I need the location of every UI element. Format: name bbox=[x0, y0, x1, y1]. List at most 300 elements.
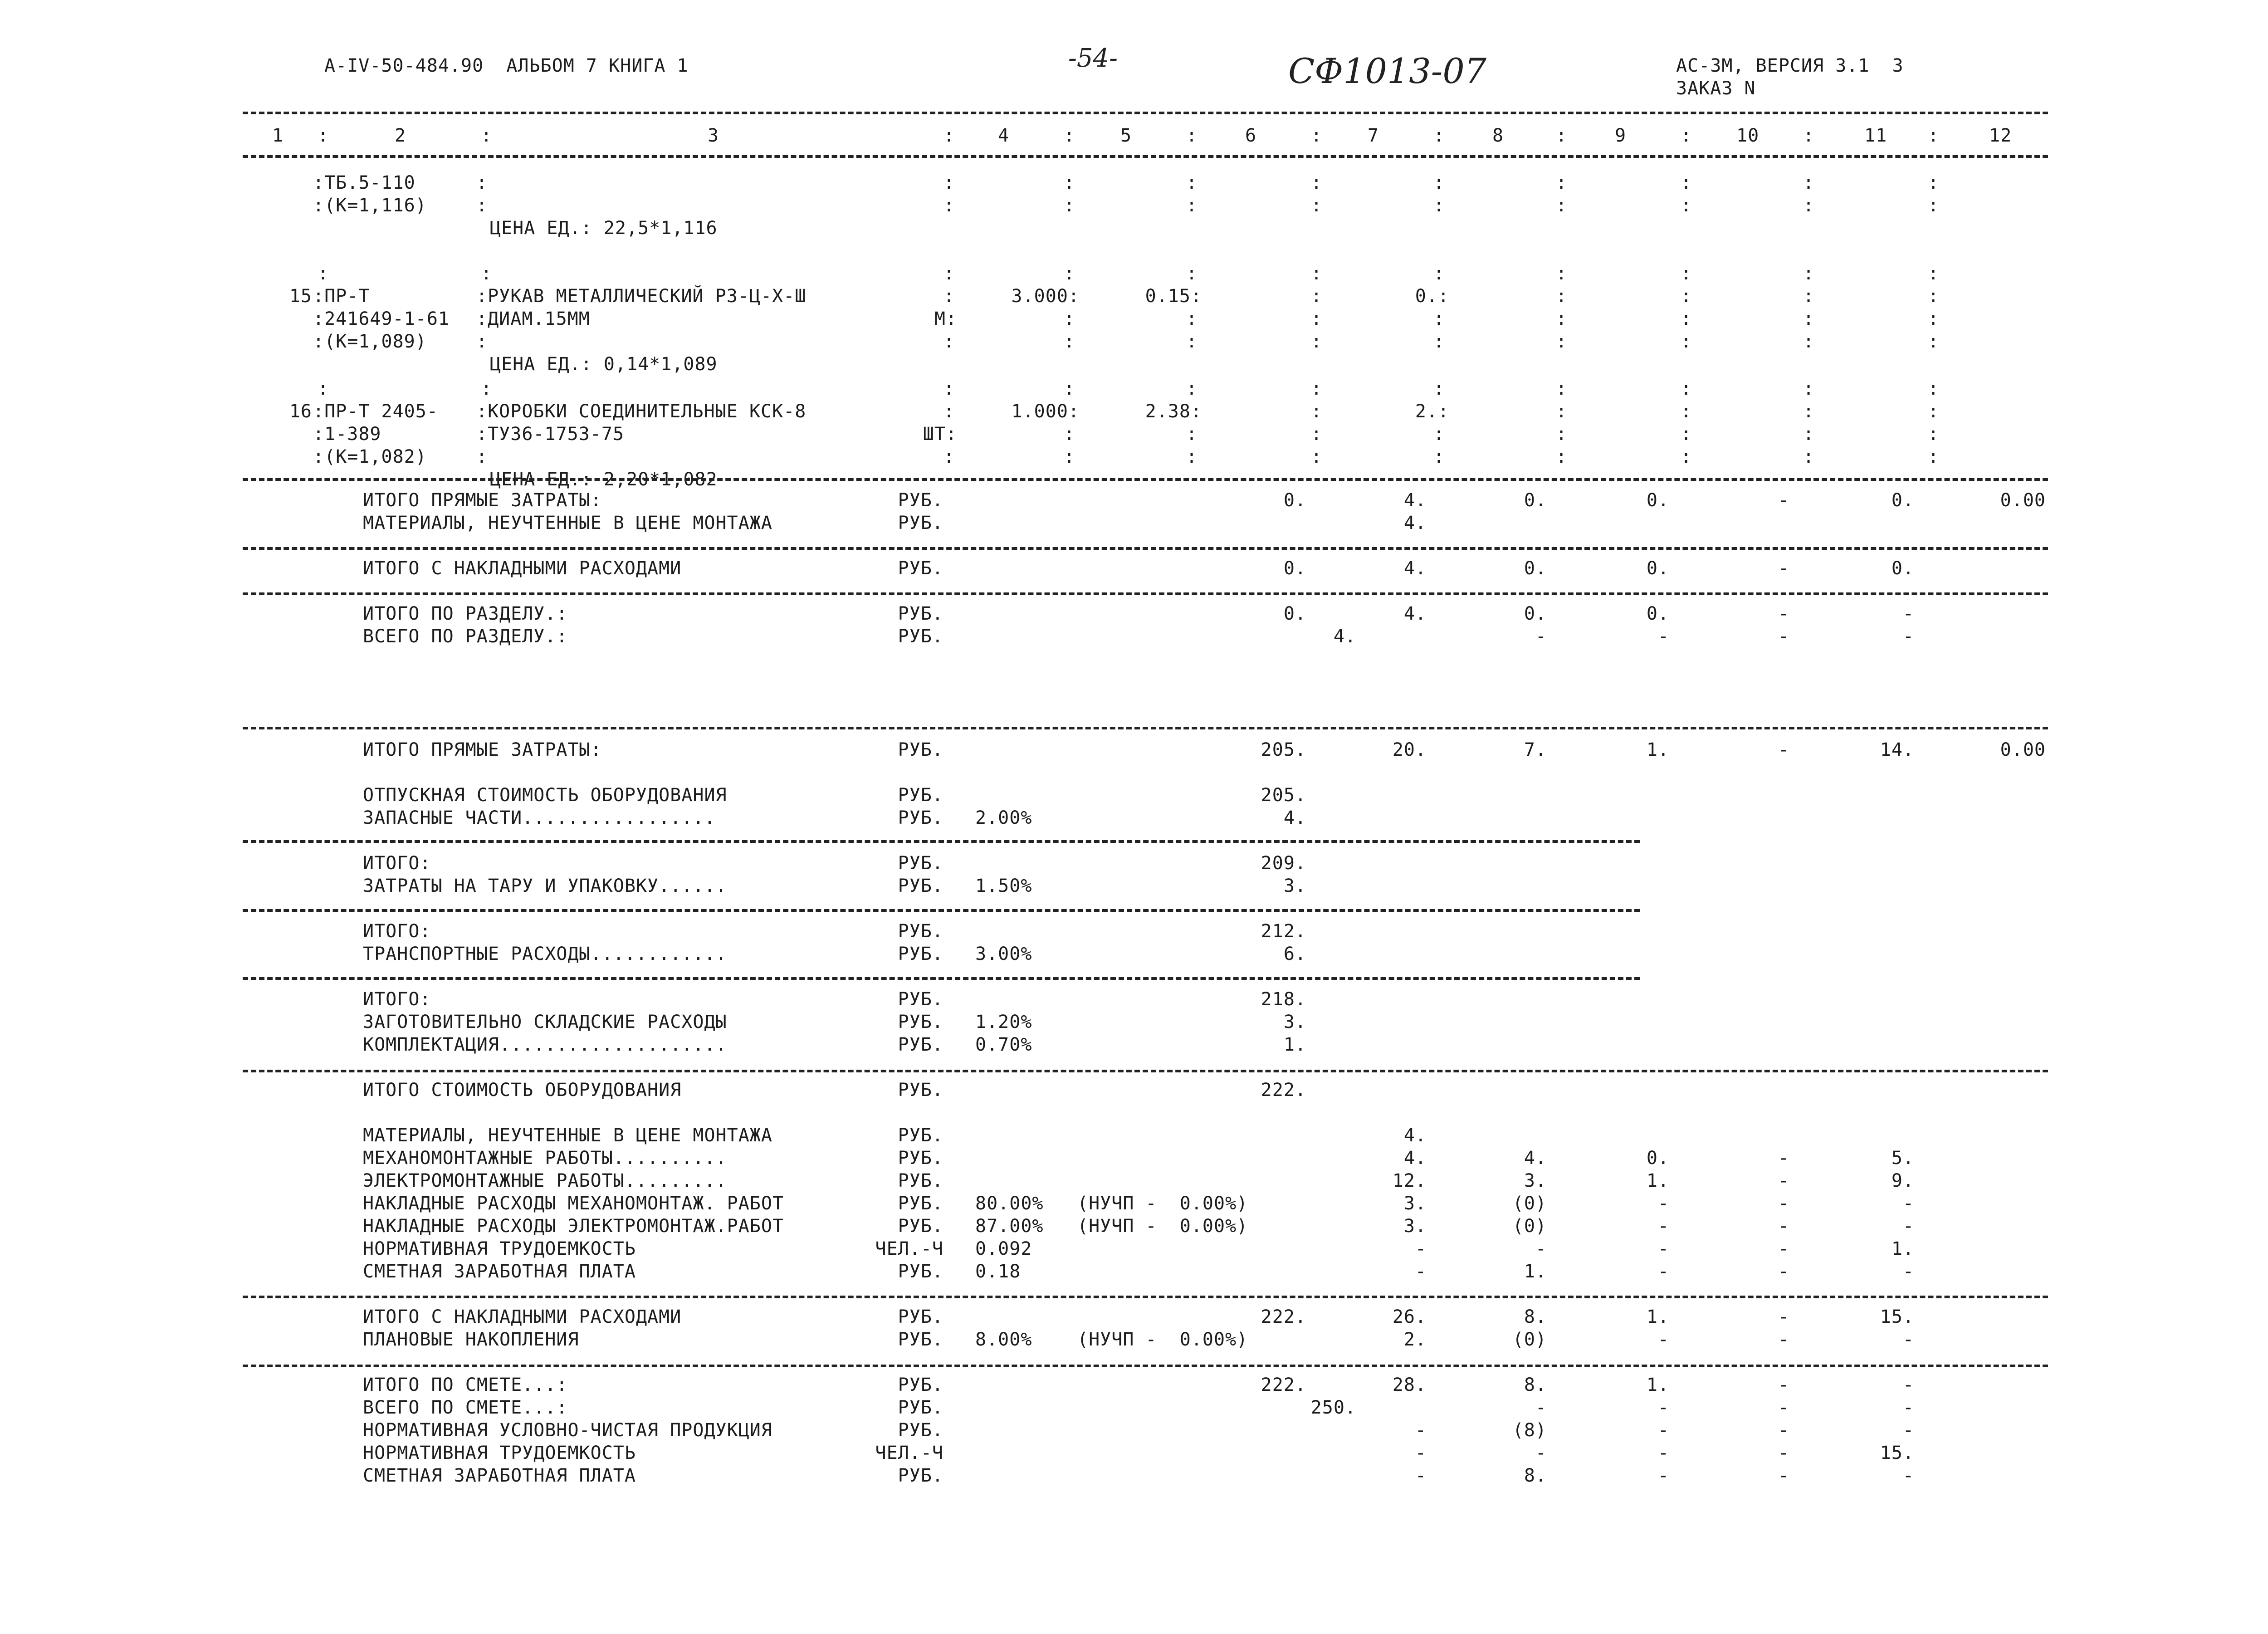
summary-c8: 0. bbox=[1524, 490, 1547, 511]
summary-c11: - bbox=[1902, 603, 1914, 624]
summary-c10: - bbox=[1778, 1261, 1789, 1282]
summary-unit: РУБ. bbox=[898, 1329, 943, 1350]
column-separator: : bbox=[1186, 331, 1198, 352]
column-separator: : bbox=[1803, 331, 1815, 352]
row-separator: : bbox=[1311, 263, 1323, 284]
summary-label: НАКЛАДНЫЕ РАСХОДЫ МЕХАНОМОНТАЖ. РАБОТ bbox=[363, 1193, 784, 1214]
item-name: :КОРОБКИ СОЕДИНИТЕЛЬНЫЕ КСК-8 bbox=[476, 401, 807, 422]
album-title: А-IV-50-484.90 АЛЬБОМ 7 КНИГА 1 bbox=[324, 55, 689, 76]
summary-c6b: 250. bbox=[1310, 1397, 1356, 1418]
summary-unit: РУБ. bbox=[898, 626, 943, 647]
dashed-rule bbox=[243, 1296, 2048, 1298]
summary-c9: - bbox=[1657, 1238, 1669, 1259]
item-price: 0.15: bbox=[1145, 286, 1202, 307]
column-separator: : bbox=[1928, 331, 1940, 352]
dashed-rule bbox=[243, 977, 1640, 980]
summary-c9: 0. bbox=[1646, 1148, 1669, 1169]
summary-c8: (8) bbox=[1512, 1420, 1547, 1441]
summary-note: (НУЧП - 0.00%) bbox=[1077, 1216, 1248, 1237]
column-separator: : bbox=[1803, 172, 1815, 193]
row-separator: : bbox=[1681, 378, 1692, 399]
column-separator: : bbox=[1681, 446, 1692, 467]
summary-unit: РУБ. bbox=[898, 1397, 943, 1418]
column-separator: : bbox=[1064, 195, 1075, 216]
summary-c10: - bbox=[1778, 1306, 1789, 1327]
item-code: :(К=1,082) bbox=[313, 446, 427, 467]
summary-c6: 218. bbox=[1261, 989, 1306, 1010]
summary-c7: 3. bbox=[1403, 1216, 1427, 1237]
summary-label: МАТЕРИАЛЫ, НЕУЧТЕННЫЕ В ЦЕНЕ МОНТАЖА bbox=[363, 1125, 772, 1146]
summary-percent: 87.00% bbox=[975, 1216, 1044, 1237]
column-separator: : bbox=[1803, 424, 1815, 445]
summary-percent: 3.00% bbox=[975, 944, 1032, 964]
summary-c10: - bbox=[1778, 1397, 1789, 1418]
column-separator: : bbox=[1433, 125, 1445, 146]
summary-unit: РУБ. bbox=[898, 807, 943, 828]
summary-label: НОРМАТИВНАЯ УСЛОВНО-ЧИСТАЯ ПРОДУКЦИЯ bbox=[363, 1420, 772, 1441]
item-code: :ПР-Т 2405- bbox=[313, 401, 438, 422]
column-separator: : bbox=[481, 125, 493, 146]
item-name: :РУКАВ МЕТАЛЛИЧЕСКИЙ РЗ-Ц-Х-Ш bbox=[476, 286, 807, 307]
summary-label: ИТОГО ПРЯМЫЕ ЗАТРАТЫ: bbox=[363, 739, 602, 760]
summary-c6: 205. bbox=[1261, 785, 1306, 806]
item-unit: М: bbox=[934, 308, 957, 329]
item-name: :ДИАМ.15ММ bbox=[476, 308, 590, 329]
item-name: : bbox=[476, 172, 488, 193]
summary-unit: РУБ. bbox=[898, 876, 943, 896]
column-separator: : bbox=[1803, 195, 1815, 216]
summary-label: ИТОГО: bbox=[363, 921, 431, 942]
summary-c7: - bbox=[1415, 1261, 1427, 1282]
summary-c7: - bbox=[1415, 1420, 1427, 1441]
column-separator: : bbox=[1311, 172, 1323, 193]
summary-c11: 0. bbox=[1891, 558, 1914, 579]
summary-unit: РУБ. bbox=[898, 490, 943, 511]
summary-unit: ЧЕЛ.-Ч bbox=[875, 1238, 943, 1259]
summary-c10: - bbox=[1778, 1420, 1789, 1441]
summary-percent: 8.00% bbox=[975, 1329, 1032, 1350]
column-separator: : bbox=[943, 172, 955, 193]
summary-label: ИТОГО ПО СМЕТЕ...: bbox=[363, 1375, 568, 1395]
column-separator: : bbox=[1803, 308, 1815, 329]
column-separator: : bbox=[1681, 331, 1692, 352]
summary-c7: - bbox=[1415, 1465, 1427, 1486]
row-separator: : bbox=[1064, 263, 1075, 284]
summary-c8: 1. bbox=[1524, 1261, 1547, 1282]
summary-unit: РУБ. bbox=[898, 1375, 943, 1395]
summary-label: ТРАНСПОРТНЫЕ РАСХОДЫ............ bbox=[363, 944, 727, 964]
price-line: ЦЕНА ЕД.: 22,5*1,116 bbox=[490, 218, 718, 239]
document-code: СФ1013-07 bbox=[1288, 51, 1487, 91]
summary-c6: 6. bbox=[1283, 944, 1306, 964]
summary-c7: 4. bbox=[1403, 603, 1427, 624]
summary-c9: 1. bbox=[1646, 1375, 1669, 1395]
summary-c11: - bbox=[1902, 1375, 1914, 1395]
summary-c8: 7. bbox=[1524, 739, 1547, 760]
row-separator: : bbox=[1433, 263, 1445, 284]
summary-c10: - bbox=[1778, 1216, 1789, 1237]
column-separator: : bbox=[1556, 172, 1568, 193]
item-quantity: 3.000: bbox=[1011, 286, 1080, 307]
summary-unit: РУБ. bbox=[898, 1034, 943, 1055]
column-header-5: 5 bbox=[1120, 125, 1132, 146]
summary-c7: 4. bbox=[1403, 1148, 1427, 1169]
summary-c6: 222. bbox=[1261, 1306, 1306, 1327]
column-separator: : bbox=[1186, 424, 1198, 445]
summary-c7: 4. bbox=[1403, 558, 1427, 579]
column-separator: : bbox=[1556, 446, 1568, 467]
summary-c11: 5. bbox=[1891, 1148, 1914, 1169]
row-separator: : bbox=[1803, 378, 1815, 399]
column-separator: : bbox=[1928, 195, 1940, 216]
column-separator: : bbox=[318, 125, 329, 146]
column-header-4: 4 bbox=[998, 125, 1010, 146]
summary-c7: 26. bbox=[1392, 1306, 1427, 1327]
row-separator: : bbox=[1556, 378, 1568, 399]
dashed-rule bbox=[243, 840, 1640, 843]
summary-c6: 0. bbox=[1283, 558, 1306, 579]
summary-c9: - bbox=[1657, 1465, 1669, 1486]
summary-label: ИТОГО: bbox=[363, 989, 431, 1010]
summary-unit: РУБ. bbox=[898, 1125, 943, 1146]
column-separator: : bbox=[1433, 172, 1445, 193]
column-separator: : bbox=[1803, 286, 1815, 307]
summary-c10: - bbox=[1778, 1465, 1789, 1486]
summary-label: ЗАГОТОВИТЕЛЬНО СКЛАДСКИЕ РАСХОДЫ bbox=[363, 1012, 727, 1032]
column-separator: : bbox=[1681, 286, 1692, 307]
dashed-rule bbox=[243, 727, 2048, 729]
summary-label: ИТОГО ПО РАЗДЕЛУ.: bbox=[363, 603, 568, 624]
summary-c9: - bbox=[1657, 1420, 1669, 1441]
item-col7: 0.: bbox=[1415, 286, 1449, 307]
summary-c8: 8. bbox=[1524, 1465, 1547, 1486]
column-separator: : bbox=[1928, 401, 1940, 422]
summary-c11: - bbox=[1902, 1261, 1914, 1282]
summary-c8: 3. bbox=[1524, 1170, 1547, 1191]
dashed-rule bbox=[243, 592, 2048, 595]
column-separator: : bbox=[1311, 308, 1323, 329]
item-name: :ТУ36-1753-75 bbox=[476, 424, 625, 445]
summary-c12: 0.00 bbox=[2000, 490, 2046, 511]
dashed-rule bbox=[243, 909, 1640, 912]
summary-label: ВСЕГО ПО РАЗДЕЛУ.: bbox=[363, 626, 568, 647]
column-separator: : bbox=[1556, 286, 1568, 307]
summary-c11: - bbox=[1902, 1193, 1914, 1214]
summary-c8: (0) bbox=[1512, 1216, 1547, 1237]
item-name: : bbox=[476, 195, 488, 216]
summary-note: (НУЧП - 0.00%) bbox=[1077, 1329, 1248, 1350]
row-separator: : bbox=[1928, 378, 1940, 399]
summary-c11: - bbox=[1902, 1397, 1914, 1418]
item-code: :1-389 bbox=[313, 424, 381, 445]
column-separator: : bbox=[1928, 172, 1940, 193]
row-separator: : bbox=[943, 263, 955, 284]
summary-c9: - bbox=[1657, 1193, 1669, 1214]
summary-label: СМЕТНАЯ ЗАРАБОТНАЯ ПЛАТА bbox=[363, 1465, 636, 1486]
summary-c10: - bbox=[1778, 490, 1789, 511]
column-separator: : bbox=[1064, 172, 1075, 193]
summary-c11: 0. bbox=[1891, 490, 1914, 511]
column-header-12: 12 bbox=[1989, 125, 2012, 146]
summary-c7: 4. bbox=[1403, 490, 1427, 511]
summary-c8: - bbox=[1535, 1397, 1547, 1418]
summary-unit: РУБ. bbox=[898, 921, 943, 942]
summary-c9: - bbox=[1657, 1329, 1669, 1350]
summary-c11: 15. bbox=[1880, 1306, 1914, 1327]
column-separator: : bbox=[1064, 446, 1075, 467]
summary-unit: РУБ. bbox=[898, 1261, 943, 1282]
summary-c9: 0. bbox=[1646, 603, 1669, 624]
summary-c7: 2. bbox=[1403, 1329, 1427, 1350]
column-separator: : bbox=[943, 286, 955, 307]
row-separator: : bbox=[318, 263, 329, 284]
summary-c7: - bbox=[1415, 1443, 1427, 1463]
summary-c6: 0. bbox=[1283, 490, 1306, 511]
column-separator: : bbox=[1433, 195, 1445, 216]
column-separator: : bbox=[1186, 308, 1198, 329]
item-number: 15 bbox=[289, 286, 312, 307]
summary-percent: 1.20% bbox=[975, 1012, 1032, 1032]
column-separator: : bbox=[1433, 308, 1445, 329]
summary-c6b: 4. bbox=[1333, 626, 1356, 647]
summary-c8: 8. bbox=[1524, 1306, 1547, 1327]
column-separator: : bbox=[1064, 308, 1075, 329]
dashed-rule bbox=[243, 478, 2048, 481]
column-separator: : bbox=[1311, 446, 1323, 467]
summary-c10: - bbox=[1778, 1443, 1789, 1463]
summary-c6: 0. bbox=[1283, 603, 1306, 624]
summary-c8: 8. bbox=[1524, 1375, 1547, 1395]
dashed-rule bbox=[243, 1070, 2048, 1072]
column-separator: : bbox=[1803, 125, 1815, 146]
summary-c6: 205. bbox=[1261, 739, 1306, 760]
item-number: 16 bbox=[289, 401, 312, 422]
column-separator: : bbox=[1928, 286, 1940, 307]
row-separator: : bbox=[1928, 263, 1940, 284]
table-top-rule bbox=[243, 112, 2048, 114]
summary-unit: РУБ. bbox=[898, 1216, 943, 1237]
summary-c10: - bbox=[1778, 1170, 1789, 1191]
summary-unit: РУБ. bbox=[898, 1306, 943, 1327]
column-header-6: 6 bbox=[1245, 125, 1257, 146]
row-separator: : bbox=[1186, 378, 1198, 399]
summary-label: ИТОГО С НАКЛАДНЫМИ РАСХОДАМИ bbox=[363, 1306, 682, 1327]
summary-label: КОМПЛЕКТАЦИЯ.................... bbox=[363, 1034, 727, 1055]
column-separator: : bbox=[1311, 286, 1323, 307]
summary-unit: РУБ. bbox=[898, 1193, 943, 1214]
column-separator: : bbox=[1928, 308, 1940, 329]
item-price: 2.38: bbox=[1145, 401, 1202, 422]
column-separator: : bbox=[1556, 401, 1568, 422]
summary-c8: 0. bbox=[1524, 603, 1547, 624]
summary-percent: 0.18 bbox=[975, 1261, 1021, 1282]
summary-c6: 4. bbox=[1283, 807, 1306, 828]
column-header-10: 10 bbox=[1736, 125, 1760, 146]
summary-unit: РУБ. bbox=[898, 603, 943, 624]
column-separator: : bbox=[1064, 424, 1075, 445]
column-header-8: 8 bbox=[1492, 125, 1504, 146]
summary-c10: - bbox=[1778, 626, 1789, 647]
summary-c10: - bbox=[1778, 1148, 1789, 1169]
column-separator: : bbox=[1311, 195, 1323, 216]
summary-c10: - bbox=[1778, 739, 1789, 760]
summary-c11: 15. bbox=[1880, 1443, 1914, 1463]
column-header-7: 7 bbox=[1368, 125, 1379, 146]
summary-c8: 4. bbox=[1524, 1148, 1547, 1169]
summary-percent: 0.70% bbox=[975, 1034, 1032, 1055]
column-header-rule bbox=[243, 155, 2048, 158]
row-separator: : bbox=[318, 378, 329, 399]
summary-unit: РУБ. bbox=[898, 1465, 943, 1486]
summary-c7: 20. bbox=[1392, 739, 1427, 760]
summary-unit: РУБ. bbox=[898, 944, 943, 964]
column-separator: : bbox=[1556, 195, 1568, 216]
summary-unit: РУБ. bbox=[898, 558, 943, 579]
summary-unit: РУБ. bbox=[898, 785, 943, 806]
summary-c7: - bbox=[1415, 1238, 1427, 1259]
summary-label: ЗАТРАТЫ НА ТАРУ И УПАКОВКУ...... bbox=[363, 876, 727, 896]
row-separator: : bbox=[481, 378, 493, 399]
summary-label: МЕХАНОМОНТАЖНЫЕ РАБОТЫ.......... bbox=[363, 1148, 727, 1169]
column-separator: : bbox=[1681, 308, 1692, 329]
column-header-1: 1 bbox=[272, 125, 284, 146]
summary-label: ОТПУСКНАЯ СТОИМОСТЬ ОБОРУДОВАНИЯ bbox=[363, 785, 727, 806]
summary-unit: РУБ. bbox=[898, 989, 943, 1010]
summary-c9: 1. bbox=[1646, 1170, 1669, 1191]
summary-label: ЭЛЕКТРОМОНТАЖНЫЕ РАБОТЫ......... bbox=[363, 1170, 727, 1191]
summary-c8: (0) bbox=[1512, 1193, 1547, 1214]
column-separator: : bbox=[1681, 401, 1692, 422]
row-separator: : bbox=[1433, 378, 1445, 399]
column-separator: : bbox=[1681, 125, 1692, 146]
dashed-rule bbox=[243, 547, 2048, 550]
column-separator: : bbox=[1556, 424, 1568, 445]
summary-c9: - bbox=[1657, 1261, 1669, 1282]
column-separator: : bbox=[1186, 125, 1198, 146]
summary-c7: 28. bbox=[1392, 1375, 1427, 1395]
summary-label: ИТОГО СТОИМОСТЬ ОБОРУДОВАНИЯ bbox=[363, 1080, 682, 1101]
summary-c6: 222. bbox=[1261, 1080, 1306, 1101]
column-separator: : bbox=[1186, 195, 1198, 216]
item-name: : bbox=[476, 331, 488, 352]
summary-c10: - bbox=[1778, 1238, 1789, 1259]
summary-unit: РУБ. bbox=[898, 1080, 943, 1101]
summary-note: (НУЧП - 0.00%) bbox=[1077, 1193, 1248, 1214]
summary-c11: 14. bbox=[1880, 739, 1914, 760]
column-separator: : bbox=[1311, 424, 1323, 445]
row-separator: : bbox=[1311, 378, 1323, 399]
summary-percent: 2.00% bbox=[975, 807, 1032, 828]
program-version: АС-3М, ВЕРСИЯ 3.1 3 bbox=[1676, 55, 1904, 76]
summary-c9: - bbox=[1657, 626, 1669, 647]
summary-c6: 3. bbox=[1283, 876, 1306, 896]
summary-c11: - bbox=[1902, 1329, 1914, 1350]
column-separator: : bbox=[1064, 125, 1075, 146]
column-separator: : bbox=[943, 331, 955, 352]
column-header-3: 3 bbox=[708, 125, 719, 146]
column-separator: : bbox=[1681, 172, 1692, 193]
column-separator: : bbox=[1556, 331, 1568, 352]
summary-c9: 1. bbox=[1646, 739, 1669, 760]
summary-c10: - bbox=[1778, 603, 1789, 624]
item-code: :ПР-Т bbox=[313, 286, 370, 307]
summary-unit: РУБ. bbox=[898, 1012, 943, 1032]
dashed-rule bbox=[243, 1365, 2048, 1367]
summary-c11: - bbox=[1902, 1216, 1914, 1237]
summary-c7: 4. bbox=[1403, 1125, 1427, 1146]
summary-c8: - bbox=[1535, 1443, 1547, 1463]
column-separator: : bbox=[1311, 331, 1323, 352]
column-separator: : bbox=[1928, 446, 1940, 467]
summary-c11: - bbox=[1902, 1420, 1914, 1441]
page-number: -54- bbox=[1068, 44, 1118, 73]
row-separator: : bbox=[1186, 263, 1198, 284]
summary-c7: 3. bbox=[1403, 1193, 1427, 1214]
column-separator: : bbox=[1064, 331, 1075, 352]
column-separator: : bbox=[1928, 424, 1940, 445]
column-separator: : bbox=[943, 195, 955, 216]
column-header-9: 9 bbox=[1615, 125, 1627, 146]
summary-c10: - bbox=[1778, 1375, 1789, 1395]
column-separator: : bbox=[943, 401, 955, 422]
summary-unit: РУБ. bbox=[898, 1170, 943, 1191]
summary-label: МАТЕРИАЛЫ, НЕУЧТЕННЫЕ В ЦЕНЕ МОНТАЖА bbox=[363, 513, 772, 533]
item-unit: ШТ: bbox=[923, 424, 957, 445]
summary-c8: - bbox=[1535, 626, 1547, 647]
summary-c8: (0) bbox=[1512, 1329, 1547, 1350]
column-separator: : bbox=[1803, 401, 1815, 422]
item-code: :ТБ.5-110 bbox=[313, 172, 415, 193]
price-line: ЦЕНА ЕД.: 0,14*1,089 bbox=[490, 354, 718, 375]
summary-c6: 3. bbox=[1283, 1012, 1306, 1032]
column-separator: : bbox=[1311, 401, 1323, 422]
summary-percent: 1.50% bbox=[975, 876, 1032, 896]
summary-label: НОРМАТИВНАЯ ТРУДОЕМКОСТЬ bbox=[363, 1238, 636, 1259]
summary-c6: 222. bbox=[1261, 1375, 1306, 1395]
item-code: :241649-1-61 bbox=[313, 308, 450, 329]
summary-unit: ЧЕЛ.-Ч bbox=[875, 1443, 943, 1463]
price-line: ЦЕНА ЕД.: 2,20*1,082 bbox=[490, 469, 718, 490]
column-separator: : bbox=[1433, 331, 1445, 352]
summary-unit: РУБ. bbox=[898, 739, 943, 760]
row-separator: : bbox=[481, 263, 493, 284]
summary-label: ПЛАНОВЫЕ НАКОПЛЕНИЯ bbox=[363, 1329, 579, 1350]
summary-percent: 0.092 bbox=[975, 1238, 1032, 1259]
summary-c9: 0. bbox=[1646, 558, 1669, 579]
column-separator: : bbox=[943, 446, 955, 467]
summary-label: НАКЛАДНЫЕ РАСХОДЫ ЭЛЕКТРОМОНТАЖ.РАБОТ bbox=[363, 1216, 784, 1237]
summary-label: ЗАПАСНЫЕ ЧАСТИ................. bbox=[363, 807, 716, 828]
summary-c7: 4. bbox=[1403, 513, 1427, 533]
column-separator: : bbox=[1433, 424, 1445, 445]
row-separator: : bbox=[1803, 263, 1815, 284]
column-header-2: 2 bbox=[395, 125, 406, 146]
summary-c6: 209. bbox=[1261, 853, 1306, 874]
summary-c8: - bbox=[1535, 1238, 1547, 1259]
item-quantity: 1.000: bbox=[1011, 401, 1080, 422]
column-separator: : bbox=[1433, 446, 1445, 467]
summary-unit: РУБ. bbox=[898, 853, 943, 874]
summary-unit: РУБ. bbox=[898, 1148, 943, 1169]
summary-c9: - bbox=[1657, 1216, 1669, 1237]
summary-percent: 80.00% bbox=[975, 1193, 1044, 1214]
summary-c10: - bbox=[1778, 1193, 1789, 1214]
summary-label: ИТОГО: bbox=[363, 853, 431, 874]
summary-c6: 212. bbox=[1261, 921, 1306, 942]
summary-c11: - bbox=[1902, 626, 1914, 647]
summary-label: НОРМАТИВНАЯ ТРУДОЕМКОСТЬ bbox=[363, 1443, 636, 1463]
column-separator: : bbox=[1311, 125, 1323, 146]
